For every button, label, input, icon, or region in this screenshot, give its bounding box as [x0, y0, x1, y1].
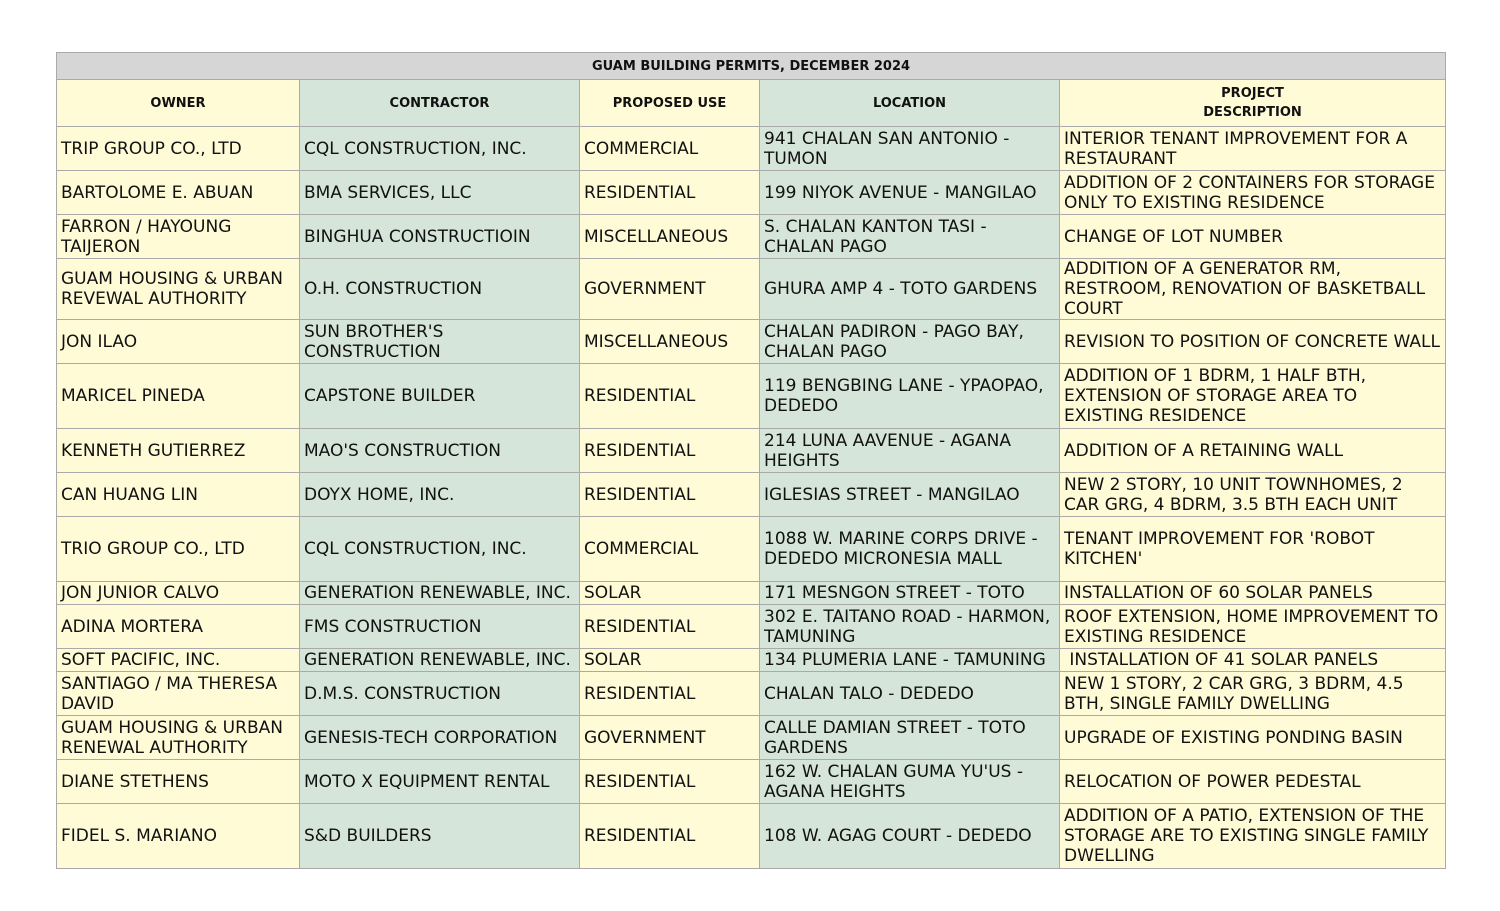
cell-proposed-use: RESIDENTIAL: [580, 760, 760, 804]
cell-location: CHALAN PADIRON - PAGO BAY, CHALAN PAGO: [760, 320, 1060, 364]
cell-owner: TRIP GROUP CO., LTD: [57, 127, 300, 171]
cell-project-description: ADDITION OF 2 CONTAINERS FOR STORAGE ONLY TO EXISTING RESIDENCE: [1060, 171, 1446, 215]
cell-location: S. CHALAN KANTON TASI - CHALAN PAGO: [760, 215, 1060, 259]
cell-contractor: MAO'S CONSTRUCTION: [300, 429, 580, 473]
cell-proposed-use: GOVERNMENT: [580, 716, 760, 760]
table-row: [57, 320, 1446, 364]
header-owner: OWNER: [57, 80, 300, 127]
header-location: LOCATION: [760, 80, 1060, 127]
table-row: [57, 517, 1446, 582]
cell-proposed-use: COMMERCIAL: [580, 127, 760, 171]
cell-contractor: CQL CONSTRUCTION, INC.: [300, 127, 580, 171]
cell-location: 162 W. CHALAN GUMA YU'US - AGANA HEIGHTS: [760, 760, 1060, 804]
table-row: [57, 215, 1446, 259]
table-row: [57, 473, 1446, 517]
cell-proposed-use: RESIDENTIAL: [580, 364, 760, 429]
cell-project-description: CHANGE OF LOT NUMBER: [1060, 215, 1446, 259]
cell-location: 214 LUNA AAVENUE - AGANA HEIGHTS: [760, 429, 1060, 473]
cell-owner: GUAM HOUSING & URBAN RENEWAL AUTHORITY: [57, 716, 300, 760]
cell-project-description: ADDITION OF 1 BDRM, 1 HALF BTH, EXTENSION OF STORAGE AREA TO EXISTING RESIDENCE: [1060, 364, 1446, 429]
cell-owner: MARICEL PINEDA: [57, 364, 300, 429]
table-row: [57, 760, 1446, 804]
header-project-description: PROJECT DESCRIPTION: [1060, 80, 1446, 127]
cell-project-description: RELOCATION OF POWER PEDESTAL: [1060, 760, 1446, 804]
cell-project-description: ADDITION OF A GENERATOR RM, RESTROOM, RENOVATION OF BASKETBALL COURT: [1060, 259, 1446, 320]
cell-proposed-use: MISCELLANEOUS: [580, 215, 760, 259]
header-row: [57, 80, 1446, 127]
cell-contractor: MOTO X EQUIPMENT RENTAL: [300, 760, 580, 804]
cell-project-description: INSTALLATION OF 41 SOLAR PANELS: [1060, 649, 1446, 672]
cell-proposed-use: RESIDENTIAL: [580, 672, 760, 716]
cell-proposed-use: RESIDENTIAL: [580, 473, 760, 517]
cell-location: 171 MESNGON STREET - TOTO: [760, 582, 1060, 605]
cell-contractor: FMS CONSTRUCTION: [300, 605, 580, 649]
cell-project-description: NEW 1 STORY, 2 CAR GRG, 3 BDRM, 4.5 BTH, SINGLE FAMILY DWELLING: [1060, 672, 1446, 716]
table-title: GUAM BUILDING PERMITS, DECEMBER 2024: [57, 53, 1446, 80]
table-row: [57, 582, 1446, 605]
table-row: [57, 716, 1446, 760]
cell-owner: DIANE STETHENS: [57, 760, 300, 804]
cell-proposed-use: SOLAR: [580, 649, 760, 672]
cell-contractor: GENESIS-TECH CORPORATION: [300, 716, 580, 760]
table-row: [57, 364, 1446, 429]
table-row: [57, 804, 1446, 869]
header-proposed-use: PROPOSED USE: [580, 80, 760, 127]
cell-contractor: D.M.S. CONSTRUCTION: [300, 672, 580, 716]
cell-location: 119 BENGBING LANE - YPAOPAO, DEDEDO: [760, 364, 1060, 429]
cell-proposed-use: RESIDENTIAL: [580, 804, 760, 869]
cell-project-description: INSTALLATION OF 60 SOLAR PANELS: [1060, 582, 1446, 605]
cell-proposed-use: RESIDENTIAL: [580, 605, 760, 649]
cell-location: 941 CHALAN SAN ANTONIO - TUMON: [760, 127, 1060, 171]
cell-contractor: S&D BUILDERS: [300, 804, 580, 869]
cell-project-description: UPGRADE OF EXISTING PONDING BASIN: [1060, 716, 1446, 760]
cell-owner: SOFT PACIFIC, INC.: [57, 649, 300, 672]
cell-proposed-use: COMMERCIAL: [580, 517, 760, 582]
table-row: [57, 605, 1446, 649]
cell-location: 302 E. TAITANO ROAD - HARMON, TAMUNING: [760, 605, 1060, 649]
cell-owner: BARTOLOME E. ABUAN: [57, 171, 300, 215]
cell-project-description: REVISION TO POSITION OF CONCRETE WALL: [1060, 320, 1446, 364]
cell-location: 1088 W. MARINE CORPS DRIVE - DEDEDO MICRONESIA MALL: [760, 517, 1060, 582]
cell-project-description: ROOF EXTENSION, HOME IMPROVEMENT TO EXISTING RESIDENCE: [1060, 605, 1446, 649]
cell-proposed-use: MISCELLANEOUS: [580, 320, 760, 364]
cell-owner: FIDEL S. MARIANO: [57, 804, 300, 869]
cell-proposed-use: GOVERNMENT: [580, 259, 760, 320]
cell-location: GHURA AMP 4 - TOTO GARDENS: [760, 259, 1060, 320]
cell-owner: TRIO GROUP CO., LTD: [57, 517, 300, 582]
cell-project-description: INTERIOR TENANT IMPROVEMENT FOR A RESTAURANT: [1060, 127, 1446, 171]
cell-owner: JON ILAO: [57, 320, 300, 364]
cell-owner: CAN HUANG LIN: [57, 473, 300, 517]
title-row: [57, 53, 1446, 80]
cell-contractor: GENERATION RENEWABLE, INC.: [300, 582, 580, 605]
cell-location: 108 W. AGAG COURT - DEDEDO: [760, 804, 1060, 869]
cell-location: CALLE DAMIAN STREET - TOTO GARDENS: [760, 716, 1060, 760]
cell-location: 134 PLUMERIA LANE - TAMUNING: [760, 649, 1060, 672]
header-contractor: CONTRACTOR: [300, 80, 580, 127]
table-body: [57, 127, 1446, 869]
cell-project-description: NEW 2 STORY, 10 UNIT TOWNHOMES, 2 CAR GRG, 4 BDRM, 3.5 BTH EACH UNIT: [1060, 473, 1446, 517]
cell-contractor: BMA SERVICES, LLC: [300, 171, 580, 215]
table-row: [57, 127, 1446, 171]
table-row: [57, 672, 1446, 716]
cell-contractor: CAPSTONE BUILDER: [300, 364, 580, 429]
cell-owner: SANTIAGO / MA THERESA DAVID: [57, 672, 300, 716]
cell-owner: KENNETH GUTIERREZ: [57, 429, 300, 473]
cell-proposed-use: RESIDENTIAL: [580, 171, 760, 215]
cell-contractor: GENERATION RENEWABLE, INC.: [300, 649, 580, 672]
cell-owner: FARRON / HAYOUNG TAIJERON: [57, 215, 300, 259]
cell-project-description: ADDITION OF A RETAINING WALL: [1060, 429, 1446, 473]
cell-owner: JON JUNIOR CALVO: [57, 582, 300, 605]
table-row: [57, 649, 1446, 672]
cell-proposed-use: RESIDENTIAL: [580, 429, 760, 473]
cell-proposed-use: SOLAR: [580, 582, 760, 605]
cell-location: IGLESIAS STREET - MANGILAO: [760, 473, 1060, 517]
cell-owner: ADINA MORTERA: [57, 605, 300, 649]
cell-contractor: DOYX HOME, INC.: [300, 473, 580, 517]
cell-project-description: TENANT IMPROVEMENT FOR 'ROBOT KITCHEN': [1060, 517, 1446, 582]
cell-location: CHALAN TALO - DEDEDO: [760, 672, 1060, 716]
table-row: [57, 429, 1446, 473]
cell-owner: GUAM HOUSING & URBAN REVEWAL AUTHORITY: [57, 259, 300, 320]
cell-contractor: BINGHUA CONSTRUCTIOIN: [300, 215, 580, 259]
permits-table: [56, 52, 1446, 869]
cell-contractor: SUN BROTHER'S CONSTRUCTION: [300, 320, 580, 364]
cell-contractor: O.H. CONSTRUCTION: [300, 259, 580, 320]
table-row: [57, 259, 1446, 320]
table-row: [57, 171, 1446, 215]
cell-project-description: ADDITION OF A PATIO, EXTENSION OF THE STORAGE ARE TO EXISTING SINGLE FAMILY DWELLING: [1060, 804, 1446, 869]
cell-contractor: CQL CONSTRUCTION, INC.: [300, 517, 580, 582]
cell-location: 199 NIYOK AVENUE - MANGILAO: [760, 171, 1060, 215]
